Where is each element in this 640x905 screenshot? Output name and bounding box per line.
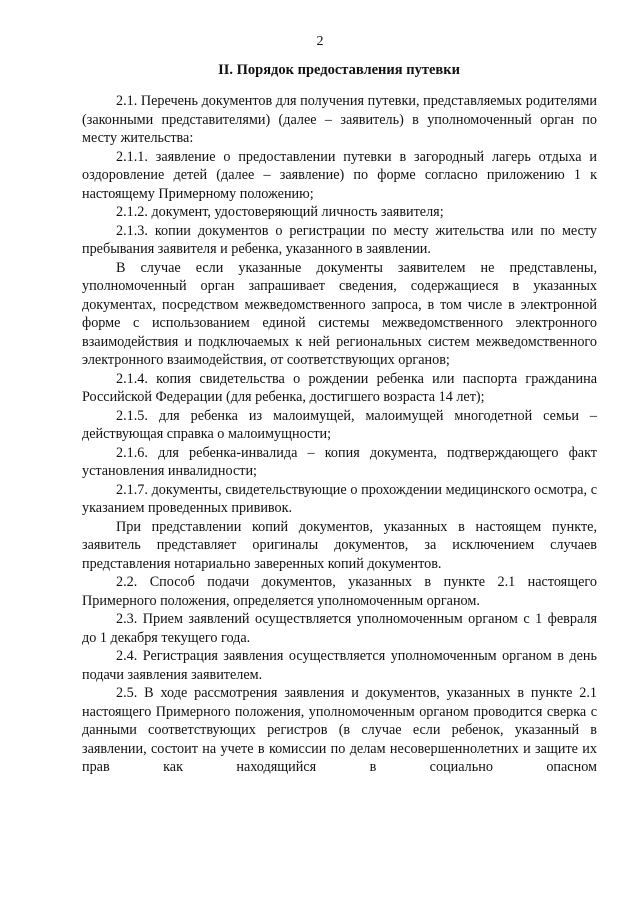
paragraph-interagency-request: В случае если указанные документы заявителем не представлены, уполномоченный орган запрашивает сведения, содержащиеся в указанных документах, посредством межведомственного запроса, в том числе в электронной форме с использованием единой системы межведомственного электронного взаимодействия и подключаемых к ней региональных систем межведомственного электронного взаимодействия, от соответствующих органов; xyxy=(82,259,597,368)
paragraph-2-1-3: 2.1.3. копии документов о регистрации по месту жительства или по месту пребывания заявителя и ребенка, указанного в заявлении. xyxy=(82,222,597,257)
paragraph-2-1-4: 2.1.4. копия свидетельства о рождении ребенка или паспорта гражданина Российской Федерации (для ребенка, достигшего возраста 14 лет); xyxy=(82,370,597,405)
section-heading: II. Порядок предоставления путевки xyxy=(218,62,460,78)
paragraph-2-1-5: 2.1.5. для ребенка из малоимущей, малоимущей многодетной семьи – действующая справка о малоимущности; xyxy=(82,407,597,442)
paragraph-2-1-2: 2.1.2. документ, удостоверяющий личность заявителя; xyxy=(116,204,444,220)
page-number: 2 xyxy=(316,34,324,49)
paragraph-2-1: 2.1. Перечень документов для получения путевки, представляемых родителями (законными представителями) (далее – заявитель) в уполномоченный орган по месту жительства: xyxy=(82,93,597,146)
paragraph-2-1-7: 2.1.7. документы, свидетельствующие о прохождении медицинского осмотра, с указанием проведенных прививок. xyxy=(82,481,597,516)
paragraph-originals: При представлении копий документов, указанных в настоящем пункте, заявитель представляет оригиналы документов, за исключением случаев представления нотариально заверенных копий документов. xyxy=(82,518,597,572)
paragraph-2-3: 2.3. Прием заявлений осуществляется уполномоченным органом с 1 февраля до 1 декабря текущего года. xyxy=(82,611,597,646)
paragraph-2-4: 2.4. Регистрация заявления осуществляется уполномоченным органом в день подачи заявления заявителем. xyxy=(82,648,597,683)
paragraph-2-5: 2.5. В ходе рассмотрения заявления и документов, указанных в пункте 2.1 настоящего Примерного положения, уполномоченным органом проводится сверка с данными соответствующих регистров (в случае если ребенок, указанный в заявлении, состоит на учете в комиссии по делам несовершеннолетних и защите их прав как находящийся в социально опасном xyxy=(82,685,597,775)
document-body xyxy=(82,92,597,777)
paragraph-2-1-6: 2.1.6. для ребенка-инвалида – копия документа, подтверждающего факт установления инвалидности; xyxy=(82,444,597,479)
paragraph-2-2: 2.2. Способ подачи документов, указанных в пункте 2.1 настоящего Примерного положения, определяется уполномоченным органом. xyxy=(82,574,597,609)
paragraph-2-1-1: 2.1.1. заявление о предоставлении путевки в загородный лагерь отдыха и оздоровление детей (далее – заявление) по форме согласно приложению 1 к настоящему Примерному положению; xyxy=(82,148,597,202)
